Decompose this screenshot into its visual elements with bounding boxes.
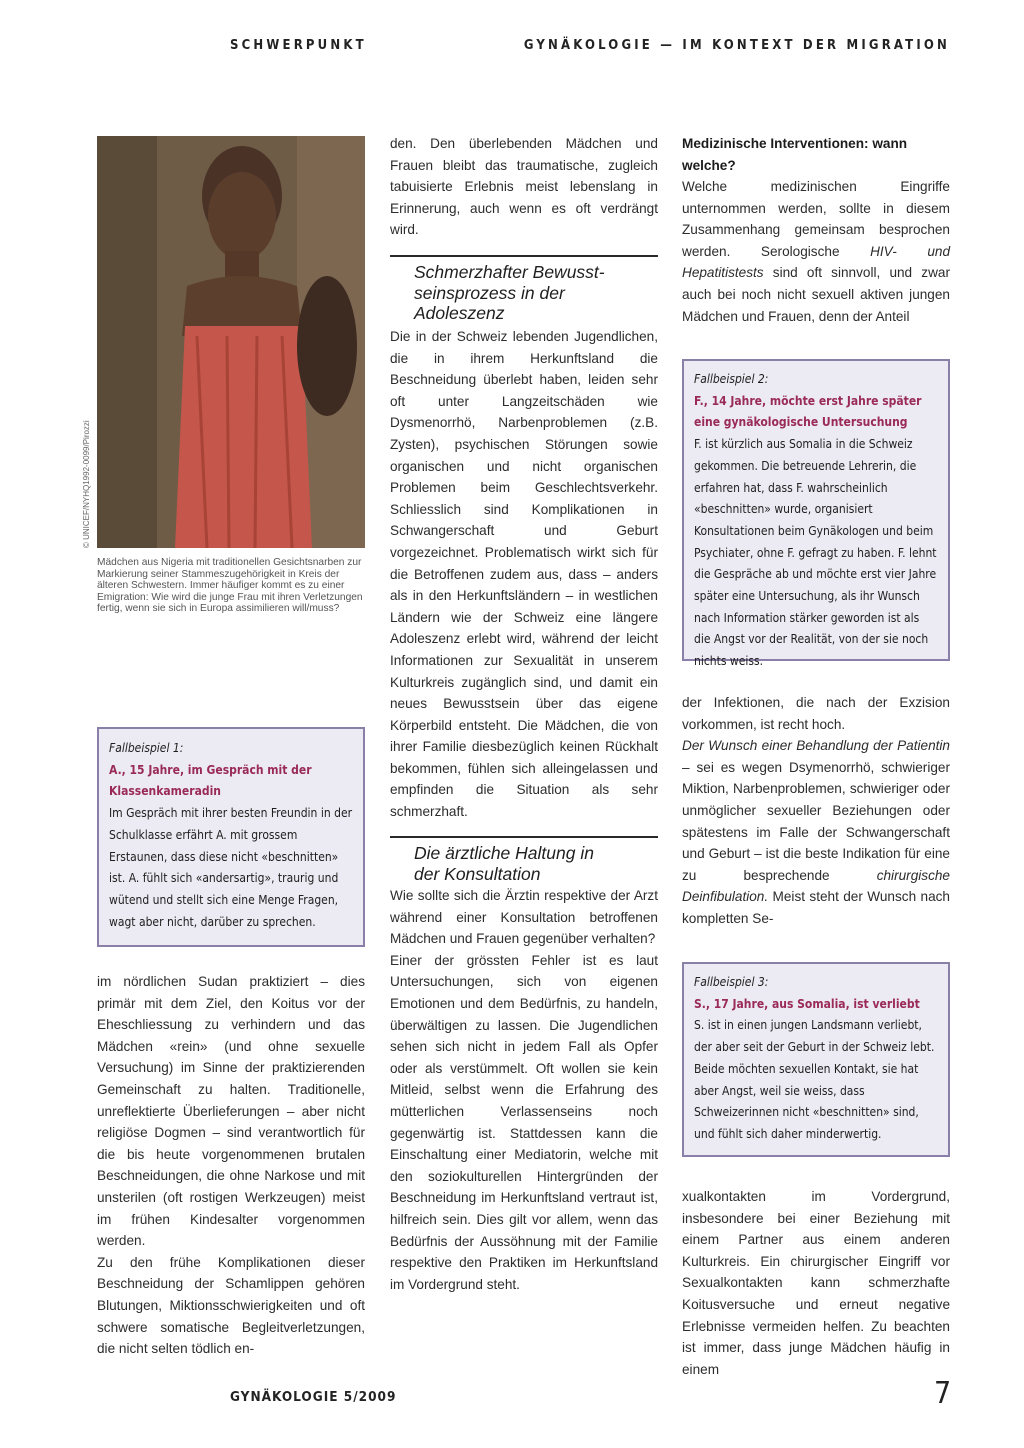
- text-run: sind oft sinnvoll, und zwar auch bei noch nicht sexuell aktiven jungen Mädchen und Frauen, denn der Anteil: [682, 265, 950, 324]
- subheading-line: seinsprozess in der: [414, 282, 565, 303]
- text-run-italic: chirurgische Deinfibulation.: [682, 867, 950, 905]
- section-label: SCHWERPUNKT: [230, 38, 367, 53]
- paragraph: [682, 735, 950, 929]
- column-3-mid-text: [682, 692, 950, 930]
- column-3-top-text: [682, 176, 950, 327]
- paragraph: Wie sollte sich die Ärztin respektive der Arzt während einer Konsultation betroffenen Mädchen und Frauen gegenüber verhalten?: [390, 888, 658, 947]
- subheading-line: der Konsultation: [414, 863, 541, 884]
- text-run-italic: Der Wunsch einer Behandlung der Patientin: [682, 738, 950, 754]
- subheading-adolescence: [414, 262, 658, 324]
- subheading-line: Adoleszenz: [414, 303, 505, 323]
- paragraph: Zu den frühe Komplikationen dieser Beschneidung der Schamlippen gehören Blutungen, Miktionsschwierigkeiten und oft schwere somatische Begleitverletzungen, die nicht selten tödlich en-: [97, 1254, 365, 1357]
- journal-issue: GYNÄKOLOGIE 5/2009: [230, 1389, 397, 1405]
- photo-caption: Mädchen aus Nigeria mit traditionellen Gesichtsnarben zur Markierung seiner Stammeszugehörigkeit in Kreis der älteren Schwestern. Immer häufiger kommt es zu einer Emigration: Wie wird die junge Frau mit ihren Verletzungen fertig, wenn sie sich in Europa assimilieren will/muss?: [97, 557, 363, 614]
- text-run: Welche medizinischen Eingriffe unternommen werden, sollte in diesem Zusammenhang gemeinsam besprochen werden. Serologische: [682, 179, 950, 259]
- text-run: Meist steht der Wunsch nach kompletten Se-: [682, 889, 950, 926]
- paragraph: der Infektionen, die nach der Exzision vorkommen, ist recht hoch.: [682, 695, 950, 732]
- case-label: Fallbeispiel 1:: [109, 741, 184, 755]
- girl-photo: [97, 136, 365, 548]
- subheading-line: Schmerzhafter Bewusst-: [414, 262, 605, 282]
- text-run-italic: HIV- und Hepatitistests: [682, 243, 950, 281]
- heading-rule: [390, 255, 658, 257]
- case-label: Fallbeispiel 2:: [694, 372, 769, 386]
- case-title: F., 14 Jahre, möchte erst Jahre später eine gynäkologische Untersuchung: [694, 393, 922, 430]
- case-label: Fallbeispiel 3:: [694, 975, 769, 989]
- running-title: GYNÄKOLOGIE — IM KONTEXT DER MIGRATION: [523, 38, 950, 53]
- photo-illustration: [97, 136, 365, 548]
- case-study-box-1: [97, 727, 365, 947]
- paragraph: im nördlichen Sudan praktiziert – dies primär mit dem Ziel, den Koitus vor der Eheschliessung zu verhindern und das Mädchen «rein» (und ohne sexuelle Versuchung) im Sinne der praktizierenden Gemeinschaft zu halten. Traditionelle, unreflektierte Überlieferungen – aber nicht religiöse Dogmen – sind verantwortlich für die bis heute vorgenommenen brutalen Beschneidungen, die ohne Narkose und mit unsterilen (oft rostigen Werkzeugen) meist im frühen Kindesalter vorgenommen werden.: [97, 974, 365, 1249]
- case-title: S., 17 Jahre, aus Somalia, ist verliebt: [694, 996, 920, 1011]
- paragraph: Einer der grössten Fehler ist es laut Untersuchungen, sich von eigenen Emotionen und dem Bedürfnis, zu handeln, überwältigen zu lassen. Die Jugendlichen sehen sich nicht in jedem Fall als Opfer oder als verstümmelt. Oft wollen sie kein Mitleid, selbst wenn die Erfahrung des mütterlichen Verlassenseins noch gegenwärtig ist. Stattdessen kann die Einschaltung einer Mediatorin, welche mit den soziokulturellen Hintergründen der Beschneidung im Herkunftsland vertraut ist, hilfreich sein. Dies gilt vor allem, wenn das Bedürfnis der Aussöhnung mit der Familie respektive den Praktiken im Herkunftsland im Vordergrund steht.: [390, 952, 658, 1292]
- case-study-box-2: [682, 359, 950, 669]
- case-study-box-3: [682, 962, 950, 1157]
- heading-rule: [390, 836, 658, 838]
- subheading-consultation: [414, 843, 658, 884]
- page-number: 7: [934, 1376, 952, 1411]
- case-body: Im Gespräch mit ihrer besten Freundin in der Schulklasse erfährt A. mit grossem Erstaunen, dass diese nicht «beschnitten» ist. A. fühlt sich «andersartig», traurig und wütend und stellt sich eine Menge Fragen, wagt aber nicht, darüber zu sprechen.: [109, 806, 353, 929]
- section-consultation-text: [390, 885, 658, 1295]
- case-body: S. ist in einen jungen Landsmann verliebt, der aber seit der Geburt in der Schweiz lebt. Beide möchten sexuellen Kontakt, sie hat aber Angst, weil sie weiss, dass Schweizerinnen nicht «beschnitten» sind, und fühlt sich daher minderwertig.: [694, 1018, 935, 1141]
- column-3-bottom-text: xualkontakten im Vordergrund, insbesondere bei einer Beziehung mit einem Partner aus einem anderen Kulturkreis. Ein chirurgischer Eingriff vor Sexualkontakten kann schmerzhafte Koitusversuche und erneut negative Erlebnisse vermeiden helfen. Zu beachten ist immer, dass junge Mädchen häufig in einem: [682, 1189, 950, 1377]
- column-2-top-text: den. Den überlebenden Mädchen und Frauen bleibt das traumatische, zugleich tabuisierte Erlebnis meist lebenslang in Erinnerung, auch wenn es oft verdrängt wird.: [390, 136, 658, 238]
- section-adolescence-text: Die in der Schweiz lebenden Jugendlichen, die in ihrem Herkunftsland die Beschneidung überlebt haben, leiden sehr oft unter Langzeitschäden wie Dysmenorrhö, Narbenproblemen (z.B. Zysten), psychischen Störungen sowie organischen und nicht organischen Problemen beim Geschlechtsverkehr. Schliesslich sind Komplikationen in Schwangerschaft und Geburt vorgezeichnet. Problematisch wirkt sich für die Betroffenen zudem aus, dass – anders als in den Herkunftsländern – in westlichen Ländern wie der Schweiz eine längere Adoleszenz erlebt wird, während der leicht Informationen zur Sexualität in unserem Kulturkreis zugänglich sind, und damit ein neues Bewusstsein über das eigene Körperbild entsteht. Die Mädchen, die von ihrer Familie diesbezüglich keinen Rückhalt bekommen, fühlen sich alleingelassen und empfinden die Situation als sehr schmerzhaft.: [390, 329, 658, 820]
- section-heading-interventions: Medizinische Interventionen: wann welche?: [682, 136, 908, 173]
- case-body: F. ist kürzlich aus Somalia in die Schweiz gekommen. Die betreuende Lehrerin, die erfahren hat, dass F. wahrscheinlich «beschnitten» wurde, organisiert Konsultationen beim Gynäkologen und beim Psychiater, ohne F. gefragt zu haben. F. lehnt die Gespräche ab und möchte erst vier Jahre später eine Untersuchung, als ihr Wunsch nach Information stärker geworden ist als die Angst vor der Realität, von der sie noch nichts weiss.: [694, 437, 937, 669]
- text-run: – sei es wegen Dsymenorrhö, schwieriger Miktion, Narbenproblemen, schwieriger oder unmöglicher sexueller Beziehungen oder spätestens im Falle der Schwangerschaft und Geburt – ist die beste Indikation für eine zu besprechende: [682, 759, 950, 883]
- subheading-line: Die ärztliche Haltung in: [414, 843, 594, 863]
- case-title: A., 15 Jahre, im Gespräch mit der Klassenkameradin: [109, 762, 312, 799]
- photo-credit: © UNICEF/NYHQ1992-0099/Pirozzi: [82, 420, 91, 548]
- column-1-text: [97, 971, 365, 1360]
